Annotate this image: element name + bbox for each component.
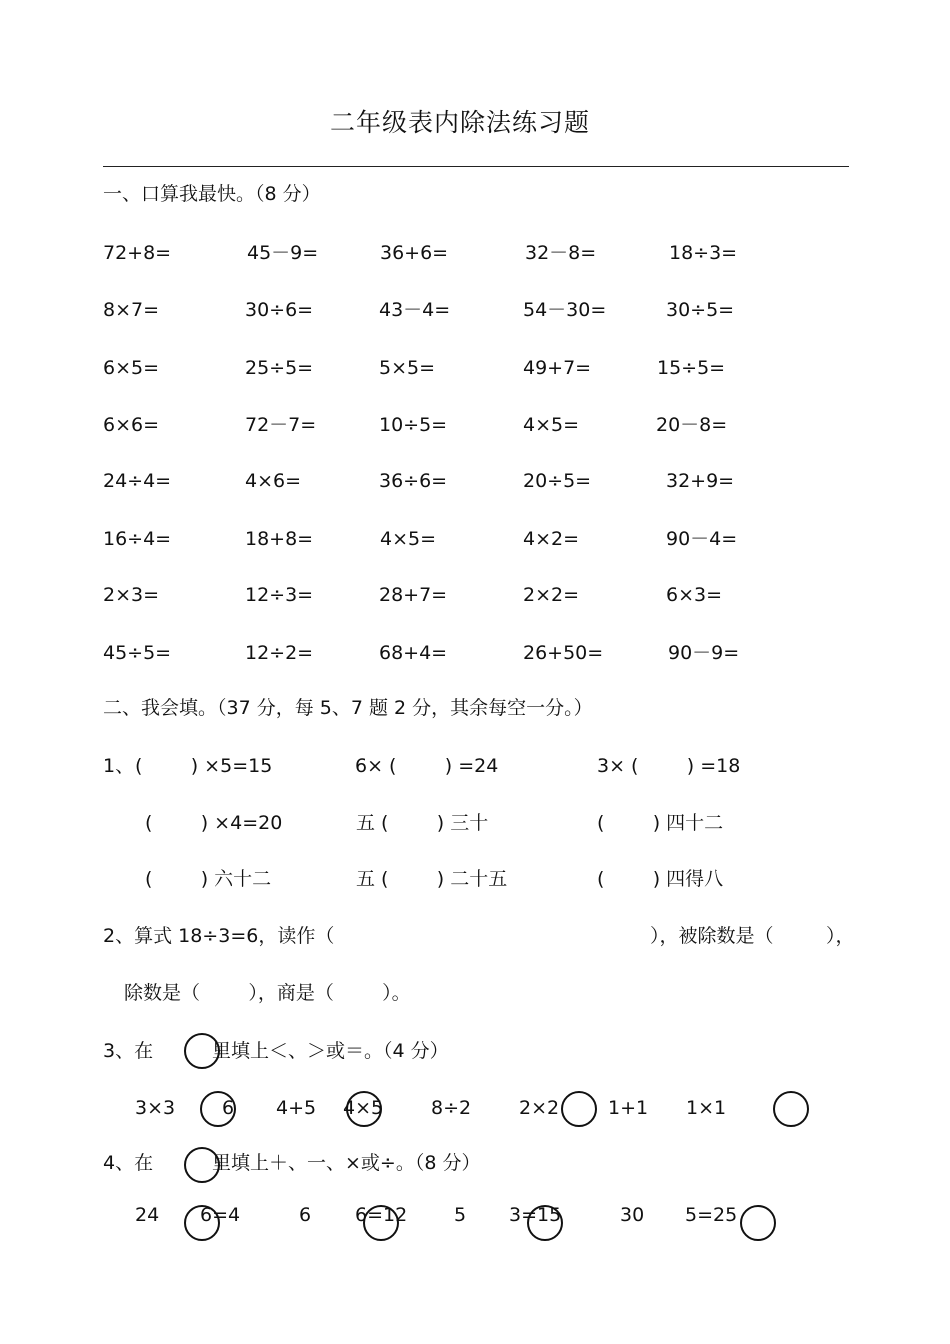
problem: 4×2= <box>523 528 580 550</box>
operator-expr: 6=4 <box>200 1204 241 1226</box>
problem: 72－7= <box>245 414 317 436</box>
problem: 43－4= <box>379 299 451 321</box>
q3-suffix: 里填上＜、＞或＝。（4 分） <box>212 1040 449 1062</box>
fill-blank[interactable]: ( ) 四十二 <box>597 812 724 834</box>
problem: 18÷3= <box>669 242 738 264</box>
problem: 45÷5= <box>103 642 172 664</box>
problem: 10÷5= <box>379 414 448 436</box>
problem: 90－9= <box>668 642 740 664</box>
problem: 26+50= <box>523 642 604 664</box>
problem: 36÷6= <box>379 470 448 492</box>
operator-expr: 5=25 <box>685 1204 738 1226</box>
problem: 45－9= <box>247 242 319 264</box>
q2-line1-end: ）， <box>826 925 855 947</box>
compare-expr: 8÷2 <box>431 1097 472 1119</box>
operator-expr: 6 <box>299 1204 312 1226</box>
problem: 49+7= <box>523 357 592 379</box>
problem: 4×5= <box>380 528 437 550</box>
compare-expr: 4+5 <box>276 1097 317 1119</box>
problem: 28+7= <box>379 584 448 606</box>
operator-expr: 30 <box>620 1204 645 1226</box>
problem: 6×5= <box>103 357 160 379</box>
section2-heading: 二、我会填。（37 分，每 5、7 题 2 分，其余每空一分。） <box>103 697 593 719</box>
compare-expr: 2×2 <box>519 1097 560 1119</box>
problem: 24÷4= <box>103 470 172 492</box>
problem: 5×5= <box>379 357 436 379</box>
q2-line1-mid: ），被除数是（ <box>650 925 774 947</box>
problem: 12÷2= <box>245 642 314 664</box>
fill-blank[interactable]: ( ) ×4=20 <box>145 812 283 834</box>
operator-expr: 3=15 <box>509 1204 562 1226</box>
problem: 12÷3= <box>245 584 314 606</box>
section1-heading: 一、口算我最快。（8 分） <box>103 183 321 205</box>
problem: 20÷5= <box>523 470 592 492</box>
problem: 15÷5= <box>657 357 726 379</box>
fill-blank[interactable]: 6× ( ) =24 <box>355 755 499 777</box>
operator-expr: 5 <box>454 1204 467 1226</box>
problem: 90－4= <box>666 528 738 550</box>
problem: 20－8= <box>656 414 728 436</box>
problem: 2×3= <box>103 584 160 606</box>
problem: 25÷5= <box>245 357 314 379</box>
fill-blank[interactable]: ( ) ×5=15 <box>135 755 273 777</box>
problem: 2×2= <box>523 584 580 606</box>
title-divider <box>103 166 849 167</box>
operator-expr: 6=12 <box>355 1204 408 1226</box>
problem: 32+9= <box>666 470 735 492</box>
problem: 4×6= <box>245 470 302 492</box>
compare-circle[interactable] <box>773 1091 809 1127</box>
compare-expr: 1+1 <box>608 1097 649 1119</box>
fill-blank[interactable]: 五 ( ) 三十 <box>356 812 489 834</box>
fill-blank[interactable]: ( ) 四得八 <box>597 868 724 890</box>
problem: 68+4= <box>379 642 448 664</box>
problem: 54－30= <box>523 299 607 321</box>
problem: 18+8= <box>245 528 314 550</box>
problem: 30÷6= <box>245 299 314 321</box>
problem: 72+8= <box>103 242 172 264</box>
q1-number: 1、 <box>103 755 135 777</box>
compare-expr: 1×1 <box>686 1097 727 1119</box>
problem: 6×6= <box>103 414 160 436</box>
problem: 36+6= <box>380 242 449 264</box>
q4-suffix: 里填上＋、一、×或÷。（8 分） <box>212 1152 481 1174</box>
q2-line2: 除数是（ ），商是（ ）。 <box>124 982 411 1004</box>
problem: 30÷5= <box>666 299 735 321</box>
fill-blank[interactable]: 3× ( ) =18 <box>597 755 741 777</box>
fill-blank[interactable]: 五 ( ) 二十五 <box>356 868 508 890</box>
operator-expr: 24 <box>135 1204 160 1226</box>
compare-expr: 3×3 <box>135 1097 176 1119</box>
page-title: 二年级表内除法练习题 <box>330 108 591 137</box>
problem: 8×7= <box>103 299 160 321</box>
q2-line1: 2、算式 18÷3=6，读作（ <box>103 925 335 947</box>
operator-circle[interactable] <box>740 1205 776 1241</box>
q4-prefix: 4、在 <box>103 1152 154 1174</box>
problem: 6×3= <box>666 584 723 606</box>
problem: 32－8= <box>525 242 597 264</box>
compare-circle[interactable] <box>561 1091 597 1127</box>
problem: 16÷4= <box>103 528 172 550</box>
compare-expr: 6 <box>222 1097 235 1119</box>
q3-prefix: 3、在 <box>103 1040 154 1062</box>
compare-expr: 4×5 <box>343 1097 384 1119</box>
fill-blank[interactable]: ( ) 六十二 <box>145 868 272 890</box>
problem: 4×5= <box>523 414 580 436</box>
